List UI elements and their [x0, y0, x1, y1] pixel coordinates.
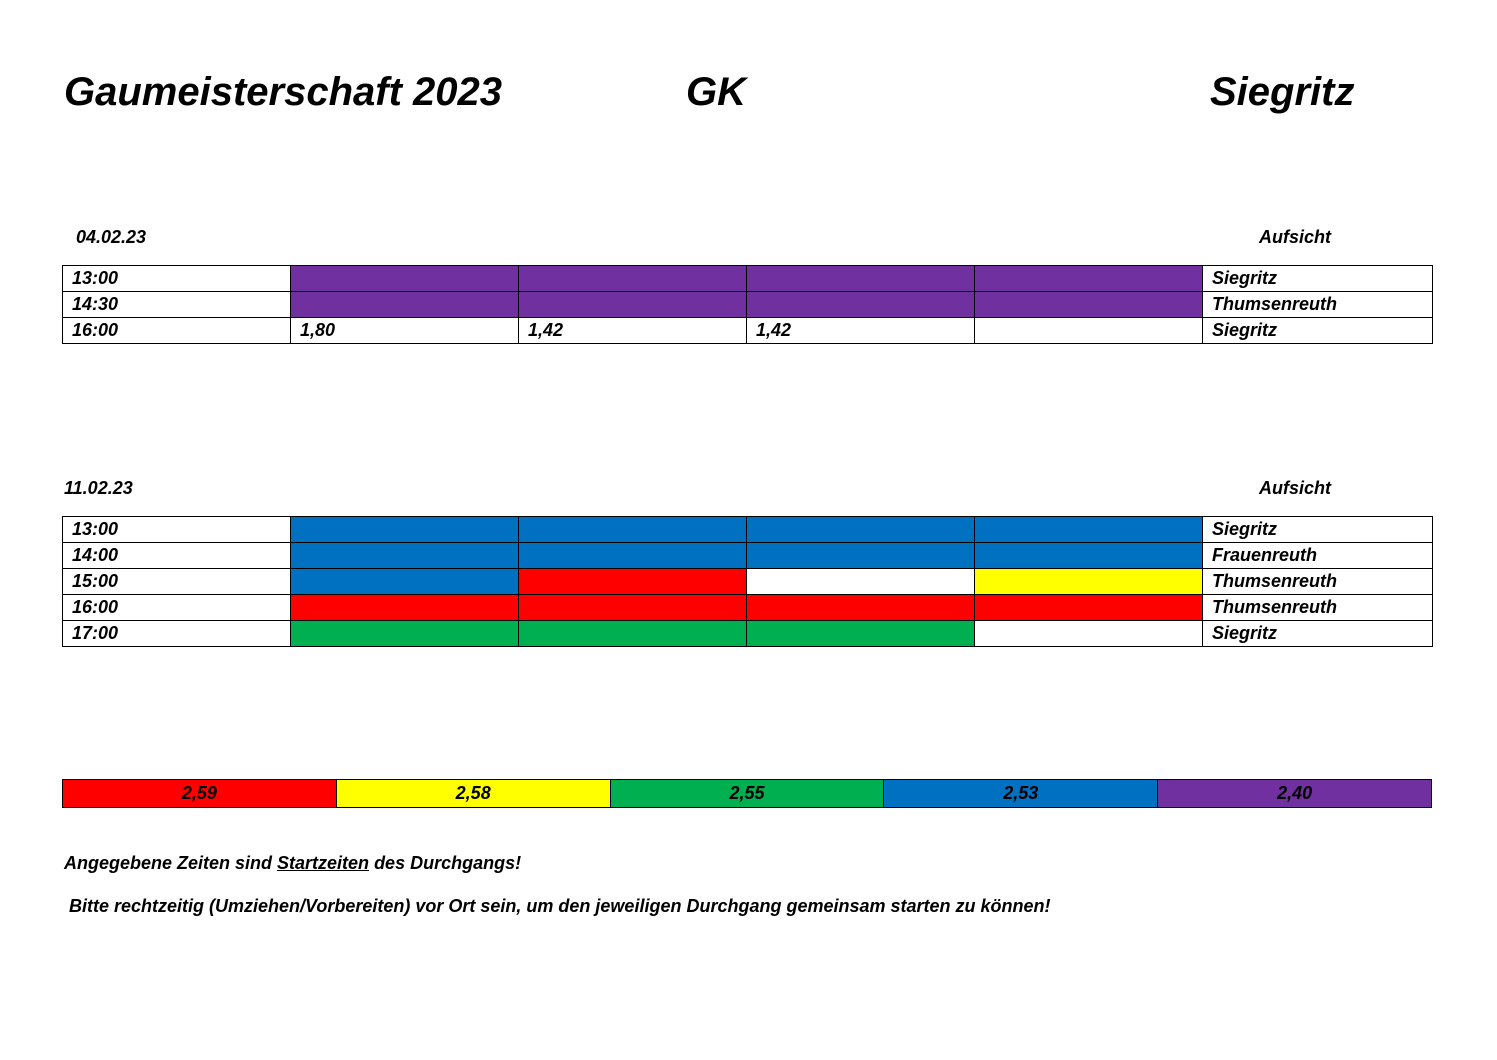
supervision-cell: Thumsenreuth	[1203, 569, 1433, 595]
note-be-on-time: Bitte rechtzeitig (Umziehen/Vorbereiten) vor Ort sein, um den jeweiligen Durchgang gemeinsam starten zu können!	[69, 896, 1051, 916]
day2-row	[63, 543, 1433, 569]
heat-cell-purple	[975, 266, 1203, 292]
note-start-times	[64, 853, 521, 874]
day2-table-body	[63, 517, 1433, 647]
heat-cell-white: 1,42	[519, 318, 747, 344]
day1-row	[63, 318, 1433, 344]
time-cell: 13:00	[63, 266, 291, 292]
page-title: Gaumeisterschaft 2023	[64, 70, 503, 114]
heat-cell-white	[747, 569, 975, 595]
heat-cell-purple	[291, 266, 519, 292]
heat-cell-purple	[519, 292, 747, 318]
supervision-cell: Siegritz	[1203, 621, 1433, 647]
day2-supervision-heading: Aufsicht	[1259, 478, 1331, 498]
legend-row	[63, 780, 1432, 808]
heat-cell-blue	[291, 517, 519, 543]
heat-cell-blue	[975, 517, 1203, 543]
legend-swatch-red: 2,59	[63, 780, 337, 808]
heat-cell-purple	[519, 266, 747, 292]
heat-cell-green	[291, 621, 519, 647]
heat-cell-white: 1,42	[747, 318, 975, 344]
heat-cell-blue	[291, 543, 519, 569]
heat-cell-white	[975, 318, 1203, 344]
time-cell: 17:00	[63, 621, 291, 647]
note-start-times-tail: des Durchgangs!	[369, 853, 522, 873]
heat-cell-green	[747, 621, 975, 647]
note-start-times-text: Angegebene Zeiten sind	[64, 853, 278, 873]
heat-cell-blue	[519, 517, 747, 543]
heat-cell-red	[747, 595, 975, 621]
heat-cell-red	[975, 595, 1203, 621]
day2-row	[63, 621, 1433, 647]
legend-swatch-blue: 2,53	[884, 780, 1158, 808]
heat-cell-white	[975, 621, 1203, 647]
heat-cell-purple	[747, 266, 975, 292]
heat-cell-purple	[975, 292, 1203, 318]
day2-row	[63, 595, 1433, 621]
note-start-times-emphasis: Startzeiten	[277, 853, 370, 873]
heat-cell-blue	[975, 543, 1203, 569]
supervision-cell: Frauenreuth	[1203, 543, 1433, 569]
color-legend	[62, 779, 1432, 808]
day1-table-body	[63, 266, 1433, 344]
time-cell: 14:30	[63, 292, 291, 318]
legend-swatch-purple: 2,40	[1158, 780, 1432, 808]
day2-row	[63, 569, 1433, 595]
day1-schedule-table	[62, 265, 1433, 344]
supervision-cell: Siegritz	[1203, 266, 1433, 292]
heat-cell-red	[519, 569, 747, 595]
supervision-cell: Siegritz	[1203, 517, 1433, 543]
heat-cell-yellow	[975, 569, 1203, 595]
time-cell: 14:00	[63, 543, 291, 569]
heat-cell-blue	[747, 543, 975, 569]
supervision-cell: Siegritz	[1203, 318, 1433, 344]
supervision-cell: Thumsenreuth	[1203, 292, 1433, 318]
day2-date: 11.02.23	[64, 478, 133, 498]
time-cell: 16:00	[63, 318, 291, 344]
heat-cell-blue	[747, 517, 975, 543]
heat-cell-blue	[291, 569, 519, 595]
day1-supervision-heading: Aufsicht	[1259, 227, 1331, 247]
heat-cell-purple	[747, 292, 975, 318]
day1-row	[63, 266, 1433, 292]
legend-swatch-yellow: 2,58	[336, 780, 610, 808]
legend-swatch-green: 2,55	[610, 780, 884, 808]
heat-cell-white: 1,80	[291, 318, 519, 344]
day2-row	[63, 517, 1433, 543]
supervision-cell: Thumsenreuth	[1203, 595, 1433, 621]
heat-cell-purple	[291, 292, 519, 318]
day1-row	[63, 292, 1433, 318]
day2-schedule-table	[62, 516, 1433, 647]
time-cell: 13:00	[63, 517, 291, 543]
heat-cell-red	[519, 595, 747, 621]
heat-cell-green	[519, 621, 747, 647]
time-cell: 15:00	[63, 569, 291, 595]
venue-label: Siegritz	[1210, 70, 1355, 114]
category-label: GK	[686, 70, 746, 114]
heat-cell-blue	[519, 543, 747, 569]
heat-cell-red	[291, 595, 519, 621]
day1-date: 04.02.23	[76, 227, 147, 247]
time-cell: 16:00	[63, 595, 291, 621]
